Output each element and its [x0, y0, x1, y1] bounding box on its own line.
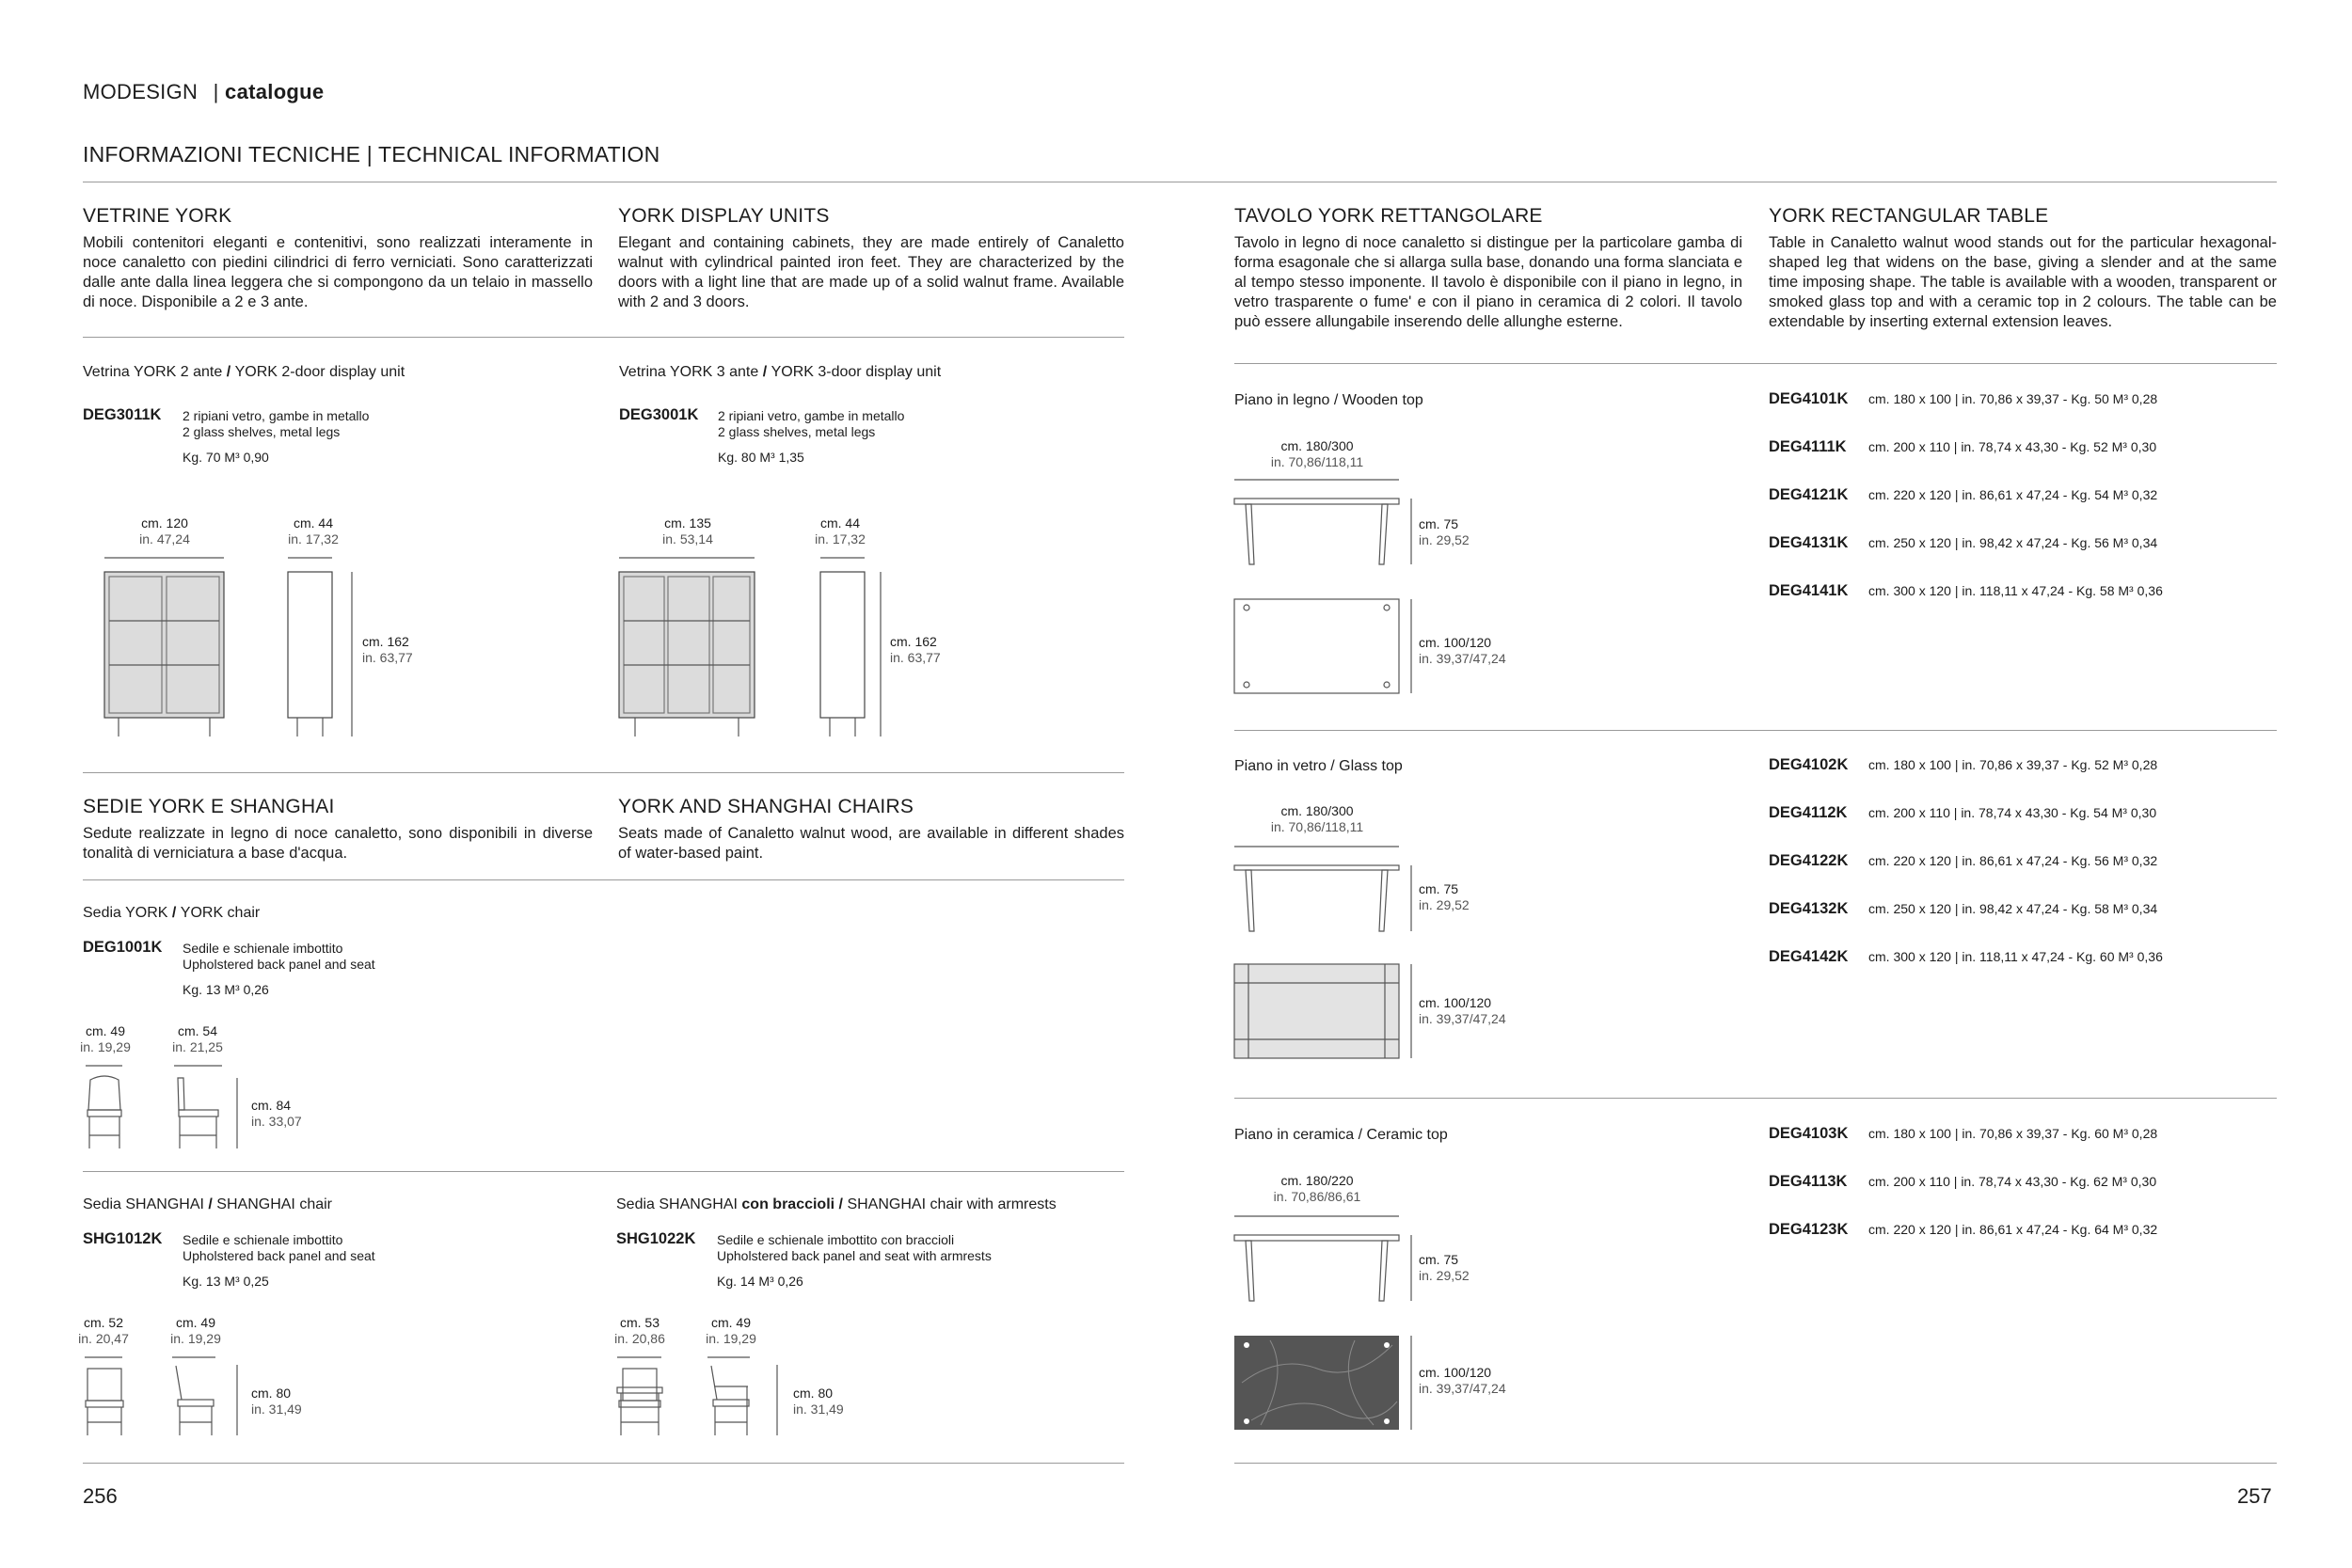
- product-label-shanghai-chair: Sedia SHANGHAI / SHANGHAI chair: [83, 1196, 332, 1212]
- product-desc: 2 ripiani vetro, gambe in metallo 2 glass shelves, metal legs: [183, 408, 370, 439]
- product-code: DEG3001K: [619, 406, 699, 423]
- product-weight: Kg. 13 M³ 0,25: [183, 1274, 269, 1289]
- vetrine-en-text: Elegant and containing cabinets, they are made entirely of Canaletto walnut with cylindrical painted iron feet. They are characterized by the doors with a light line that are made up of a solid walnut frame. Available with 2 and 3 doors.: [618, 234, 1124, 310]
- page-number-right: 257: [2237, 1484, 2272, 1508]
- chairs-en-title: YORK AND SHANGHAI CHAIRS: [618, 796, 914, 817]
- spec-row: DEG4141K cm. 300 x 120 | in. 118,11 x 47,24 - Kg. 58 M³ 0,36: [1769, 582, 2163, 599]
- table-it-title: TAVOLO YORK RETTANGOLARE: [1234, 205, 1543, 227]
- product-label-york-3door: Vetrina YORK 3 ante / YORK 3-door display unit: [619, 364, 942, 380]
- dim-height: cm. 84 in. 33,07: [251, 1098, 302, 1129]
- vetrine-en-title: YORK DISPLAY UNITS: [618, 205, 830, 227]
- table-en-text: Table in Canaletto walnut wood stands out for the particular hexagonal-shaped leg that widens on the base, giving a slender and at the same time imposing shape. The table is available with a wooden, transparent or smoked glass top and with a ceramic top in 2 colours. The table can be extendable by inserting external extension leaves.: [1769, 234, 2277, 330]
- dim-width: cm. 49 in. 19,29: [80, 1023, 131, 1054]
- vetrine-it-title: VETRINE YORK: [83, 205, 232, 227]
- dim-width: cm. 100/120 in. 39,37/47,24: [1419, 635, 1506, 666]
- dim-width: cm. 135 in. 53,14: [662, 515, 713, 546]
- vetrine-it-text: Mobili contenitori eleganti e contenitivi, sono realizzati interamente in noce canaletto con piedini cilindrici di ferro verniciati. Sono caratterizzati dalle ante dalla linea leggera che si compongono da un telaio in massello di noce. Disponibile a 2 e 3 ante.: [83, 234, 593, 310]
- dim-depth: cm. 54 in. 21,25: [172, 1023, 223, 1054]
- dim-depth: cm. 44 in. 17,32: [288, 515, 339, 546]
- product-desc: Sedile e schienale imbottito con braccioli Upholstered back panel and seat with armrests: [717, 1232, 992, 1263]
- dim-height: cm. 75 in. 29,52: [1419, 1252, 1470, 1283]
- product-weight: Kg. 13 M³ 0,26: [183, 982, 269, 997]
- product-desc: 2 ripiani vetro, gambe in metallo 2 glass shelves, metal legs: [718, 408, 905, 439]
- dim-height: cm. 75 in. 29,52: [1419, 881, 1470, 912]
- dim-height: cm. 80 in. 31,49: [793, 1386, 844, 1417]
- product-code: DEG3011K: [83, 406, 162, 423]
- spec-row: DEG4113K cm. 200 x 110 | in. 78,74 x 43,30 - Kg. 62 M³ 0,30: [1769, 1173, 2157, 1190]
- dim-length: cm. 180/300 in. 70,86/118,11: [1270, 438, 1364, 469]
- table-it-text: Tavolo in legno di noce canaletto si distingue per la particolare gamba di forma esagonale che si allarga sulla base, donando una forma slanciata e al tempo stesso imponente. Il tavolo è disponibile con il piano in legno, in vetro trasparente o fume' e con il piano in ceramica di 2 colori. Il tavolo può essere allungabile inserendo delle allunghe esterne.: [1234, 234, 1742, 330]
- spec-row: DEG4102K cm. 180 x 100 | in. 70,86 x 39,37 - Kg. 52 M³ 0,28: [1769, 756, 2158, 773]
- chairs-en-text: Seats made of Canaletto walnut wood, are available in different shades of water-based paint.: [618, 825, 1124, 862]
- product-label-york-chair: Sedia YORK / YORK chair: [83, 905, 261, 921]
- product-desc: Sedile e schienale imbottito Upholstered back panel and seat: [183, 1232, 375, 1263]
- dim-depth: cm. 44 in. 17,32: [815, 515, 866, 546]
- spec-row: DEG4101K cm. 180 x 100 | in. 70,86 x 39,37 - Kg. 50 M³ 0,28: [1769, 390, 2158, 407]
- variant-label-ceramic: Piano in ceramica / Ceramic top: [1234, 1127, 1448, 1143]
- dim-width: cm. 120 in. 47,24: [139, 515, 190, 546]
- spec-row: DEG4123K cm. 220 x 120 | in. 86,61 x 47,24 - Kg. 64 M³ 0,32: [1769, 1221, 2158, 1238]
- product-desc: Sedile e schienale imbottito Upholstered back panel and seat: [183, 941, 375, 972]
- product-code: DEG1001K: [83, 939, 163, 956]
- dim-length: cm. 180/300 in. 70,86/118,11: [1270, 803, 1364, 834]
- dim-width: cm. 53 in. 20,86: [614, 1315, 665, 1346]
- variant-label-glass: Piano in vetro / Glass top: [1234, 758, 1403, 774]
- variant-label-wood: Piano in legno / Wooden top: [1234, 392, 1423, 408]
- divider: [1234, 1463, 2277, 1464]
- dim-height: cm. 162 in. 63,77: [890, 634, 941, 665]
- spec-row: DEG4132K cm. 250 x 120 | in. 98,42 x 47,24 - Kg. 58 M³ 0,34: [1769, 900, 2158, 917]
- page-number-left: 256: [83, 1484, 118, 1508]
- spec-row: DEG4122K cm. 220 x 120 | in. 86,61 x 47,24 - Kg. 56 M³ 0,32: [1769, 852, 2158, 869]
- dim-width: cm. 100/120 in. 39,37/47,24: [1419, 995, 1506, 1026]
- dim-height: cm. 75 in. 29,52: [1419, 516, 1470, 547]
- spec-row: DEG4111K cm. 200 x 110 | in. 78,74 x 43,30 - Kg. 52 M³ 0,30: [1769, 438, 2157, 455]
- dim-depth: cm. 49 in. 19,29: [170, 1315, 221, 1346]
- table-en-title: YORK RECTANGULAR TABLE: [1769, 205, 2049, 227]
- dim-width: cm. 52 in. 20,47: [78, 1315, 129, 1346]
- product-code: SHG1012K: [83, 1230, 163, 1247]
- product-weight: Kg. 80 M³ 1,35: [718, 450, 804, 465]
- product-weight: Kg. 14 M³ 0,26: [717, 1274, 803, 1289]
- section-title: INFORMAZIONI TECNICHE | TECHNICAL INFORMATION: [83, 142, 660, 166]
- product-weight: Kg. 70 M³ 0,90: [183, 450, 269, 465]
- brand-header: MODESIGN | catalogue: [83, 80, 325, 103]
- spec-row: DEG4131K cm. 250 x 120 | in. 98,42 x 47,24 - Kg. 56 M³ 0,34: [1769, 534, 2158, 551]
- dim-height: cm. 162 in. 63,77: [362, 634, 413, 665]
- spec-row: DEG4121K cm. 220 x 120 | in. 86,61 x 47,24 - Kg. 54 M³ 0,32: [1769, 486, 2158, 503]
- product-label-york-2door: Vetrina YORK 2 ante / YORK 2-door display unit: [83, 364, 405, 380]
- dim-depth: cm. 49 in. 19,29: [706, 1315, 756, 1346]
- spec-row: DEG4142K cm. 300 x 120 | in. 118,11 x 47,24 - Kg. 60 M³ 0,36: [1769, 948, 2163, 965]
- product-label-shanghai-armchair: Sedia SHANGHAI con braccioli / SHANGHAI chair with armrests: [616, 1196, 1057, 1212]
- spec-row: DEG4103K cm. 180 x 100 | in. 70,86 x 39,37 - Kg. 60 M³ 0,28: [1769, 1125, 2158, 1142]
- product-code: SHG1022K: [616, 1230, 696, 1247]
- chairs-it-title: SEDIE YORK E SHANGHAI: [83, 796, 335, 817]
- spec-row: DEG4112K cm. 200 x 110 | in. 78,74 x 43,30 - Kg. 54 M³ 0,30: [1769, 804, 2157, 821]
- dim-length: cm. 180/220 in. 70,86/86,61: [1273, 1173, 1361, 1204]
- dim-width: cm. 100/120 in. 39,37/47,24: [1419, 1365, 1506, 1396]
- dim-height: cm. 80 in. 31,49: [251, 1386, 302, 1417]
- chairs-it-text: Sedute realizzate in legno di noce canaletto, sono disponibili in diverse tonalità di verniciatura a base d'acqua.: [83, 825, 593, 862]
